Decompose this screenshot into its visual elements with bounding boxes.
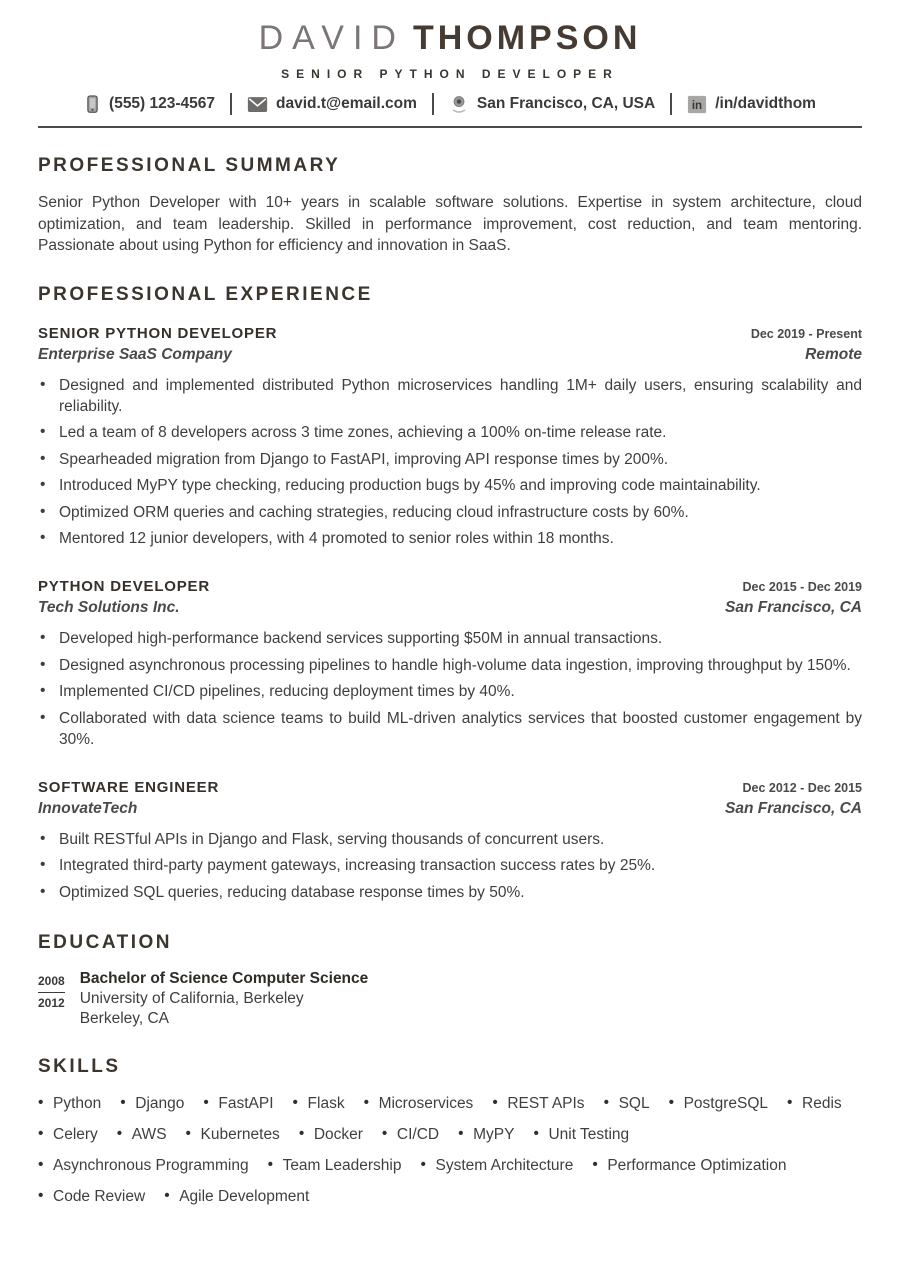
job-entry bbox=[38, 578, 862, 750]
job-location: San Francisco, CA bbox=[725, 599, 862, 616]
job-company: Tech Solutions Inc. bbox=[38, 599, 180, 616]
education-section bbox=[38, 932, 862, 1029]
job-dates: Dec 2019 - Present bbox=[750, 326, 862, 341]
skill-item: • REST APIs bbox=[492, 1093, 584, 1114]
job-title: SOFTWARE ENGINEER bbox=[38, 778, 220, 796]
skill-item: • MyPY bbox=[458, 1124, 514, 1145]
skill-item: • Microservices bbox=[364, 1093, 474, 1114]
job-bullet: • Integrated third-party payment gateways, increasing transaction success rates by 25%. bbox=[38, 855, 862, 876]
job-subhead bbox=[38, 599, 862, 617]
location-pin-icon bbox=[449, 94, 469, 115]
job-title: PYTHON DEVELOPER bbox=[38, 578, 210, 595]
summary-section bbox=[38, 155, 862, 257]
contact-separator bbox=[432, 93, 434, 115]
location-text: San Francisco, CA, USA bbox=[476, 95, 656, 112]
skills-section bbox=[38, 1056, 862, 1207]
contact-bar bbox=[38, 93, 862, 126]
experience-section bbox=[38, 284, 862, 903]
education-end-year: 2012 bbox=[38, 995, 65, 1010]
contact-email bbox=[247, 95, 417, 113]
header-job-title: SENIOR PYTHON DEVELOPER bbox=[281, 67, 619, 81]
last-name: THOMPSON bbox=[412, 19, 642, 57]
skill-item: • Celery bbox=[38, 1124, 98, 1145]
job-company: Enterprise SaaS Company bbox=[38, 345, 232, 363]
skills-row bbox=[38, 1124, 862, 1145]
skill-item: • System Architecture bbox=[420, 1155, 573, 1176]
contact-phone bbox=[84, 94, 215, 115]
job-bullet: • Optimized SQL queries, reducing database response times by 50%. bbox=[38, 882, 862, 903]
skill-item: • Performance Optimization bbox=[592, 1155, 786, 1176]
skill-item: • Team Leadership bbox=[268, 1155, 402, 1176]
contact-separator bbox=[230, 93, 232, 115]
job-location: San Francisco, CA bbox=[725, 799, 862, 817]
job-bullet: • Led a team of 8 developers across 3 time zones, achieving a 100% on-time release rate. bbox=[38, 422, 862, 443]
job-entry bbox=[38, 779, 862, 903]
skill-item: • PostgreSQL bbox=[669, 1093, 768, 1114]
job-head bbox=[38, 779, 862, 796]
job-bullet: • Spearheaded migration from Django to FastAPI, improving API response times by 200%. bbox=[38, 449, 862, 470]
job-company: InnovateTech bbox=[38, 799, 138, 817]
email-icon bbox=[247, 96, 268, 113]
skills-heading: SKILLS bbox=[38, 1055, 121, 1077]
skill-item: • Kubernetes bbox=[186, 1124, 280, 1145]
skill-item: • Asynchronous Programming bbox=[38, 1155, 249, 1176]
linkedin-icon bbox=[687, 95, 707, 114]
skill-item: • Agile Development bbox=[164, 1186, 309, 1207]
education-years bbox=[38, 969, 65, 1029]
education-school: University of California, Berkeley bbox=[79, 989, 304, 1007]
first-name: DAVID bbox=[258, 19, 405, 57]
experience-heading: PROFESSIONAL EXPERIENCE bbox=[38, 283, 373, 305]
job-bullet: • Implemented CI/CD pipelines, reducing deployment times by 40%. bbox=[38, 681, 862, 702]
resume-header bbox=[38, 18, 862, 128]
job-bullet: • Built RESTful APIs in Django and Flask, serving thousands of concurrent users. bbox=[38, 829, 862, 850]
skill-item: • SQL bbox=[604, 1093, 650, 1114]
contact-location bbox=[449, 94, 655, 115]
job-bullet: • Optimized ORM queries and caching strategies, reducing cloud infrastructure costs by 60%. bbox=[38, 502, 862, 523]
skills-row bbox=[38, 1093, 862, 1114]
skill-item: • Unit Testing bbox=[533, 1124, 629, 1145]
skill-item: • FastAPI bbox=[203, 1093, 273, 1114]
education-start-year: 2008 bbox=[38, 971, 65, 993]
svg-text:in: in bbox=[692, 99, 703, 112]
education-heading: EDUCATION bbox=[38, 931, 173, 953]
skill-item: • Docker bbox=[299, 1124, 363, 1145]
job-bullet: • Designed and implemented distributed Python microservices handling 1M+ daily users, ensuring scalability and reliability. bbox=[38, 375, 862, 417]
phone-icon bbox=[84, 94, 101, 115]
job-title: SENIOR PYTHON DEVELOPER bbox=[38, 324, 278, 342]
skill-item: • CI/CD bbox=[382, 1124, 439, 1145]
skill-item: • Django bbox=[120, 1093, 184, 1114]
job-bullet: • Developed high-performance backend services supporting $50M in annual transactions. bbox=[38, 628, 862, 649]
skill-item: • Code Review bbox=[38, 1186, 145, 1207]
job-bullet: • Designed asynchronous processing pipelines to handle high-volume data ingestion, improving throughput by 150%. bbox=[38, 655, 862, 676]
education-details bbox=[80, 969, 369, 1029]
job-bullet-list bbox=[38, 829, 862, 903]
job-subhead bbox=[38, 346, 862, 364]
skills-row bbox=[38, 1155, 862, 1176]
full-name bbox=[38, 18, 862, 58]
job-dates: Dec 2012 - Dec 2015 bbox=[742, 780, 862, 795]
job-location: Remote bbox=[805, 345, 862, 363]
job-subhead bbox=[38, 800, 862, 818]
job-bullet-list bbox=[38, 628, 862, 750]
job-bullet: • Mentored 12 junior developers, with 4 promoted to senior roles within 18 months. bbox=[38, 528, 862, 549]
contact-linkedin bbox=[687, 95, 816, 114]
header-divider bbox=[38, 126, 862, 128]
education-entry bbox=[38, 969, 862, 1029]
job-head bbox=[38, 578, 862, 595]
skills-row bbox=[38, 1186, 862, 1207]
email-address: david.t@email.com bbox=[276, 95, 417, 112]
job-bullet: • Introduced MyPY type checking, reducing production bugs by 45% and improving code maintainability. bbox=[38, 475, 862, 496]
job-head bbox=[38, 325, 862, 342]
job-dates: Dec 2015 - Dec 2019 bbox=[742, 580, 862, 594]
linkedin-handle: /in/davidthom bbox=[715, 95, 816, 112]
summary-heading: PROFESSIONAL SUMMARY bbox=[38, 155, 341, 176]
summary-text: Senior Python Developer with 10+ years in scalable software solutions. Expertise in system architecture, cloud optimization, and team leadership. Skilled in performance improvement, cost reduction, and team mentoring. Passionate about using Python for efficiency and innovation in SaaS. bbox=[38, 194, 862, 254]
job-entry bbox=[38, 325, 862, 550]
job-bullet-list bbox=[38, 375, 862, 550]
skill-item: • Python bbox=[38, 1093, 101, 1114]
education-location: Berkeley, CA bbox=[79, 1009, 170, 1027]
skill-item: • Flask bbox=[293, 1093, 345, 1114]
contact-separator bbox=[670, 93, 672, 115]
skill-item: • AWS bbox=[117, 1124, 167, 1145]
skill-item: • Redis bbox=[787, 1093, 842, 1114]
job-bullet: • Collaborated with data science teams to build ML-driven analytics services that boosted customer engagement by 30%. bbox=[38, 708, 862, 750]
phone-number: (555) 123-4567 bbox=[109, 95, 216, 112]
education-degree: Bachelor of Science Computer Science bbox=[79, 969, 369, 987]
